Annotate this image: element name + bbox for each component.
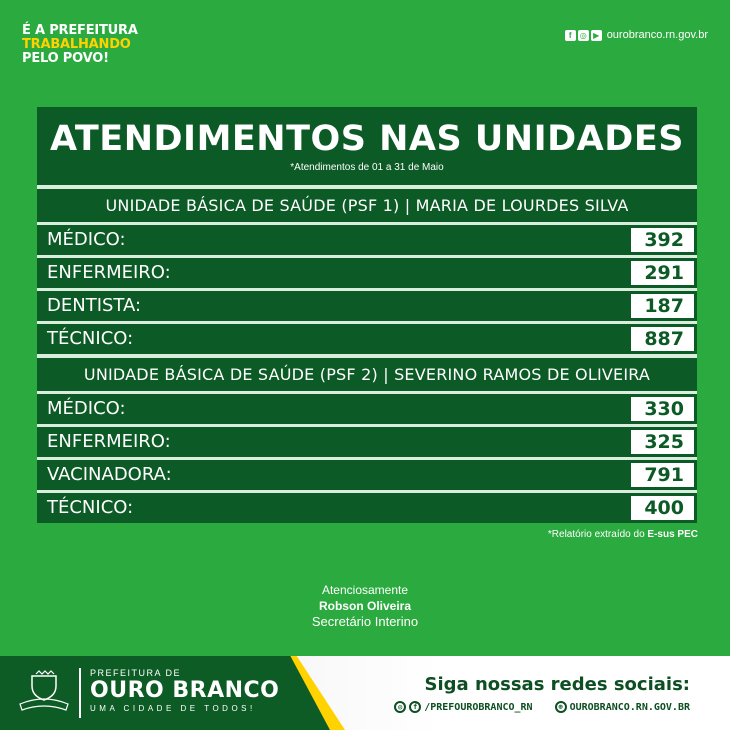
row-value: 400	[629, 493, 697, 523]
globe-icon[interactable]: ⊕	[555, 701, 567, 713]
table-row	[37, 258, 697, 288]
instagram-icon[interactable]: ◎	[578, 30, 589, 41]
brand-text	[90, 668, 279, 713]
signature-greeting: Atenciosamente	[321, 583, 409, 597]
row-label: ENFERMEIRO:	[47, 262, 171, 283]
row-label: ENFERMEIRO:	[47, 431, 171, 452]
signature-role: Secretário Interino	[311, 614, 419, 629]
unit-header-psf2: UNIDADE BÁSICA DE SAÚDE (PSF 2) | SEVERINO RAMOS DE OLIVEIRA	[37, 358, 697, 391]
facebook-icon[interactable]: f	[565, 30, 576, 41]
page-title: ATENDIMENTOS NAS UNIDADES	[50, 119, 684, 159]
row-value: 791	[629, 460, 697, 490]
signature-name: Robson Oliveira	[318, 599, 412, 613]
row-label: MÉDICO:	[47, 229, 126, 250]
brand-slogan: UMA CIDADE DE TODOS!	[90, 704, 256, 713]
table-row	[37, 427, 697, 457]
brand-divider	[79, 668, 81, 718]
coat-of-arms-icon	[18, 670, 70, 714]
row-value: 325	[629, 427, 697, 457]
unit-header-psf1: UNIDADE BÁSICA DE SAÚDE (PSF 1) | MARIA DE LOURDES SILVA	[37, 189, 697, 222]
footnote	[548, 529, 698, 540]
row-label: MÉDICO:	[47, 398, 126, 419]
footnote-source: E-sus PEC	[647, 529, 698, 540]
row-label: TÉCNICO:	[47, 328, 134, 349]
row-label: VACINADORA:	[47, 464, 172, 485]
slogan-line-3: PELO POVO!	[22, 51, 109, 66]
table-row	[37, 225, 697, 255]
brand-city: OURO BRANCO	[90, 678, 280, 703]
footnote-prefix: *Relatório extraído do	[547, 529, 648, 540]
signature-block	[0, 582, 730, 630]
page-subtitle: *Atendimentos de 01 a 31 de Maio	[290, 162, 444, 173]
row-value: 187	[629, 291, 697, 321]
facebook-icon[interactable]: f	[409, 701, 421, 713]
table-row	[37, 493, 697, 523]
youtube-icon[interactable]: ▶	[591, 30, 602, 41]
row-value: 291	[629, 258, 697, 288]
title-box	[37, 107, 697, 185]
row-value: 392	[629, 225, 697, 255]
table-row	[37, 394, 697, 424]
site-url[interactable]: ourobranco.rn.gov.br	[606, 29, 708, 41]
row-label: TÉCNICO:	[47, 497, 134, 518]
row-value: 330	[629, 394, 697, 424]
table-row	[37, 324, 697, 354]
table-row	[37, 291, 697, 321]
brand-prefix: PREFEITURA DE	[90, 668, 182, 678]
campaign-slogan	[22, 24, 138, 66]
slogan-line-2: TRABALHANDO	[22, 37, 131, 52]
social-links	[394, 701, 690, 713]
site-header	[565, 29, 708, 41]
instagram-icon[interactable]: ◎	[394, 701, 406, 713]
row-label: DENTISTA:	[47, 295, 142, 316]
table-row	[37, 460, 697, 490]
report-panel	[37, 107, 697, 523]
social-title: Siga nossas redes sociais:	[424, 674, 690, 695]
footer-website[interactable]: OUROBRANCO.RN.GOV.BR	[569, 701, 690, 713]
social-handle[interactable]: /PREFOUROBRANCO_RN	[424, 701, 533, 713]
slogan-line-1: É A PREFEITURA	[22, 23, 138, 38]
row-value: 887	[629, 324, 697, 354]
